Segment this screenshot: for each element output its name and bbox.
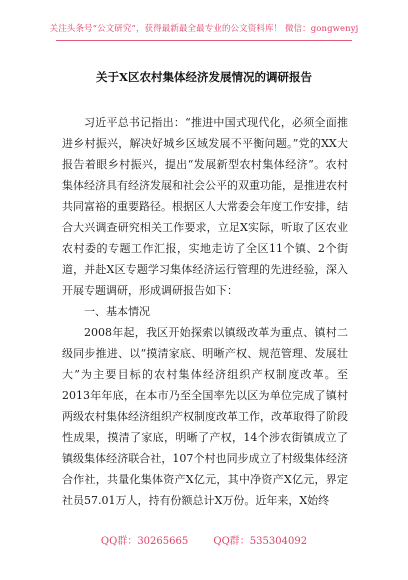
header-promo-note: 关注头条号“公文研究”，获得最新最全最专业的公文资料库！ 微信：gongwenyj	[49, 24, 359, 34]
body-paragraph: 2008年起，我区开始探索以镇级改革为重点、镇村二级同步推进、以“摸清家底、明晰产权、规范管理、发展壮大”为主要目标的农村集体经济组织产权制度改革。至2013年年底，在本市乃至全国率先以区为单位完成了镇村两级农村集体经济组织产权制度改革工作，改革取得了阶段性成果，摸清了家底，明晰了产权，14个涉农街镇成立了镇级集体经济联合社，107个村也同步成立了村级集体经济合作社，共量化集体资产X亿元，其中净资产X亿元，界定社员57.01万人，持有份额总计X万份。近年来，X始终	[62, 326, 348, 507]
intro-paragraph: 习近平总书记指出：“推进中国式现代化，必须全面推进乡村振兴，解决好城乡区域发展不平衡问题。”党的XX大报告着眼乡村振兴，提出“发展新型农村集体经济”。农村集体经济具有经济发展和社会公平的双重功能，是推进农村共同富裕的重要路径。根据区人大常委会年度工作安排，结合大兴调查研究相关工作要求，立足X实际，听取了区农业农村委的专题工作汇报，实地走访了全区11个镇、2个街道，并赴X区专题学习集体经济运行管理的先进经验，深入开展专题调研，形成调研报告如下：	[62, 116, 348, 297]
header-divider	[56, 40, 352, 41]
document-title: 关于X区农村集体经济发展情况的调研报告	[96, 70, 312, 84]
footer-qq-group-1: QQ群：30265665	[100, 536, 189, 547]
section-heading: 一、基本情况	[84, 305, 150, 318]
footer-contact	[0, 532, 408, 547]
footer-qq-group-2: QQ群：535304092	[213, 536, 308, 547]
document-body	[62, 112, 348, 511]
